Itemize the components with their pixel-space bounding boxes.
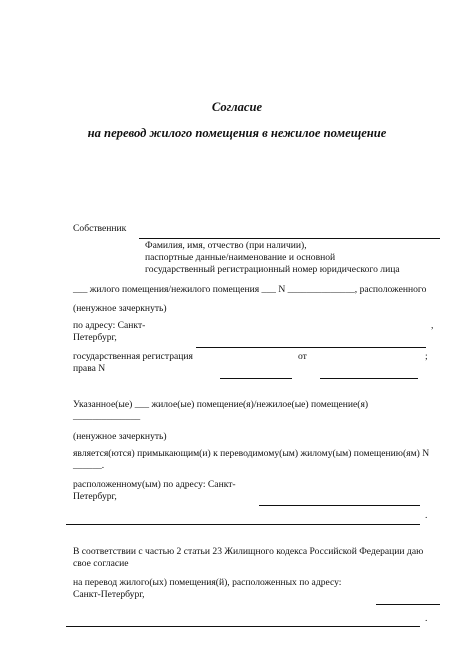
adjacent-line: является(ются) примыкающим(и) к переводимому(ым) жилому(ым) помещению(ям) N: [73, 448, 430, 459]
registration-date-line: [320, 378, 418, 379]
located-address-line: [259, 505, 420, 506]
address-label: по адресу: Санкт-: [73, 320, 146, 331]
registration-label-number: права N: [73, 363, 106, 374]
owner-blank-line: [139, 238, 440, 239]
transfer-address-line: [376, 604, 440, 605]
document-subtitle: на перевод жилого помещения в нежилое помещение: [87, 126, 387, 140]
owner-caption-line: государственный регистрационный номер юридического лица: [145, 264, 400, 275]
semicolon-mark: ;: [425, 351, 428, 362]
period-mark: .: [425, 510, 428, 521]
owner-caption-line: Фамилия, имя, отчество (при наличии),: [145, 240, 307, 251]
located-label: расположенному(ым) по адресу: Санкт-: [73, 479, 236, 490]
consent-line: В соответствии с частью 2 статьи 23 Жилищного кодекса Российской Федерации даю: [73, 546, 424, 557]
transfer-line: на перевод жилого(ых) помещения(й), расположенных по адресу:: [73, 577, 342, 588]
registration-from: от: [298, 351, 307, 362]
specified-blank: ______________: [73, 411, 141, 422]
consent-line-2: свое согласие: [73, 558, 129, 569]
comma-mark: ,: [431, 320, 434, 331]
address-label-city: Петербург,: [73, 332, 117, 343]
specified-line: Указанное(ые) ___ жилое(ые) помещение(я)/нежилое(ые) помещение(я): [73, 399, 369, 410]
premise-line: ___ жилого помещения/нежилого помещения ___ N ______________, расположенного: [73, 284, 427, 295]
owner-caption: [145, 240, 400, 276]
strike-note: (ненужное зачеркнуть): [73, 303, 167, 314]
located-address-line-2: [66, 524, 420, 525]
owner-caption-line: паспортные данные/наименование и основной: [145, 252, 336, 263]
registration-label: государственная регистрация: [73, 351, 193, 362]
period-mark: .: [425, 613, 428, 624]
strike-note: (ненужное зачеркнуть): [73, 431, 167, 442]
spb-label: Санкт-Петербург,: [73, 589, 145, 600]
located-label-city: Петербург,: [73, 491, 117, 502]
registration-number-line: [220, 378, 292, 379]
document-title: Согласие: [211, 100, 263, 114]
adjacent-blank: ______.: [73, 460, 105, 471]
owner-label: Собственник: [73, 223, 127, 234]
address-blank-line: [196, 347, 426, 348]
transfer-address-line-2: [66, 626, 420, 627]
